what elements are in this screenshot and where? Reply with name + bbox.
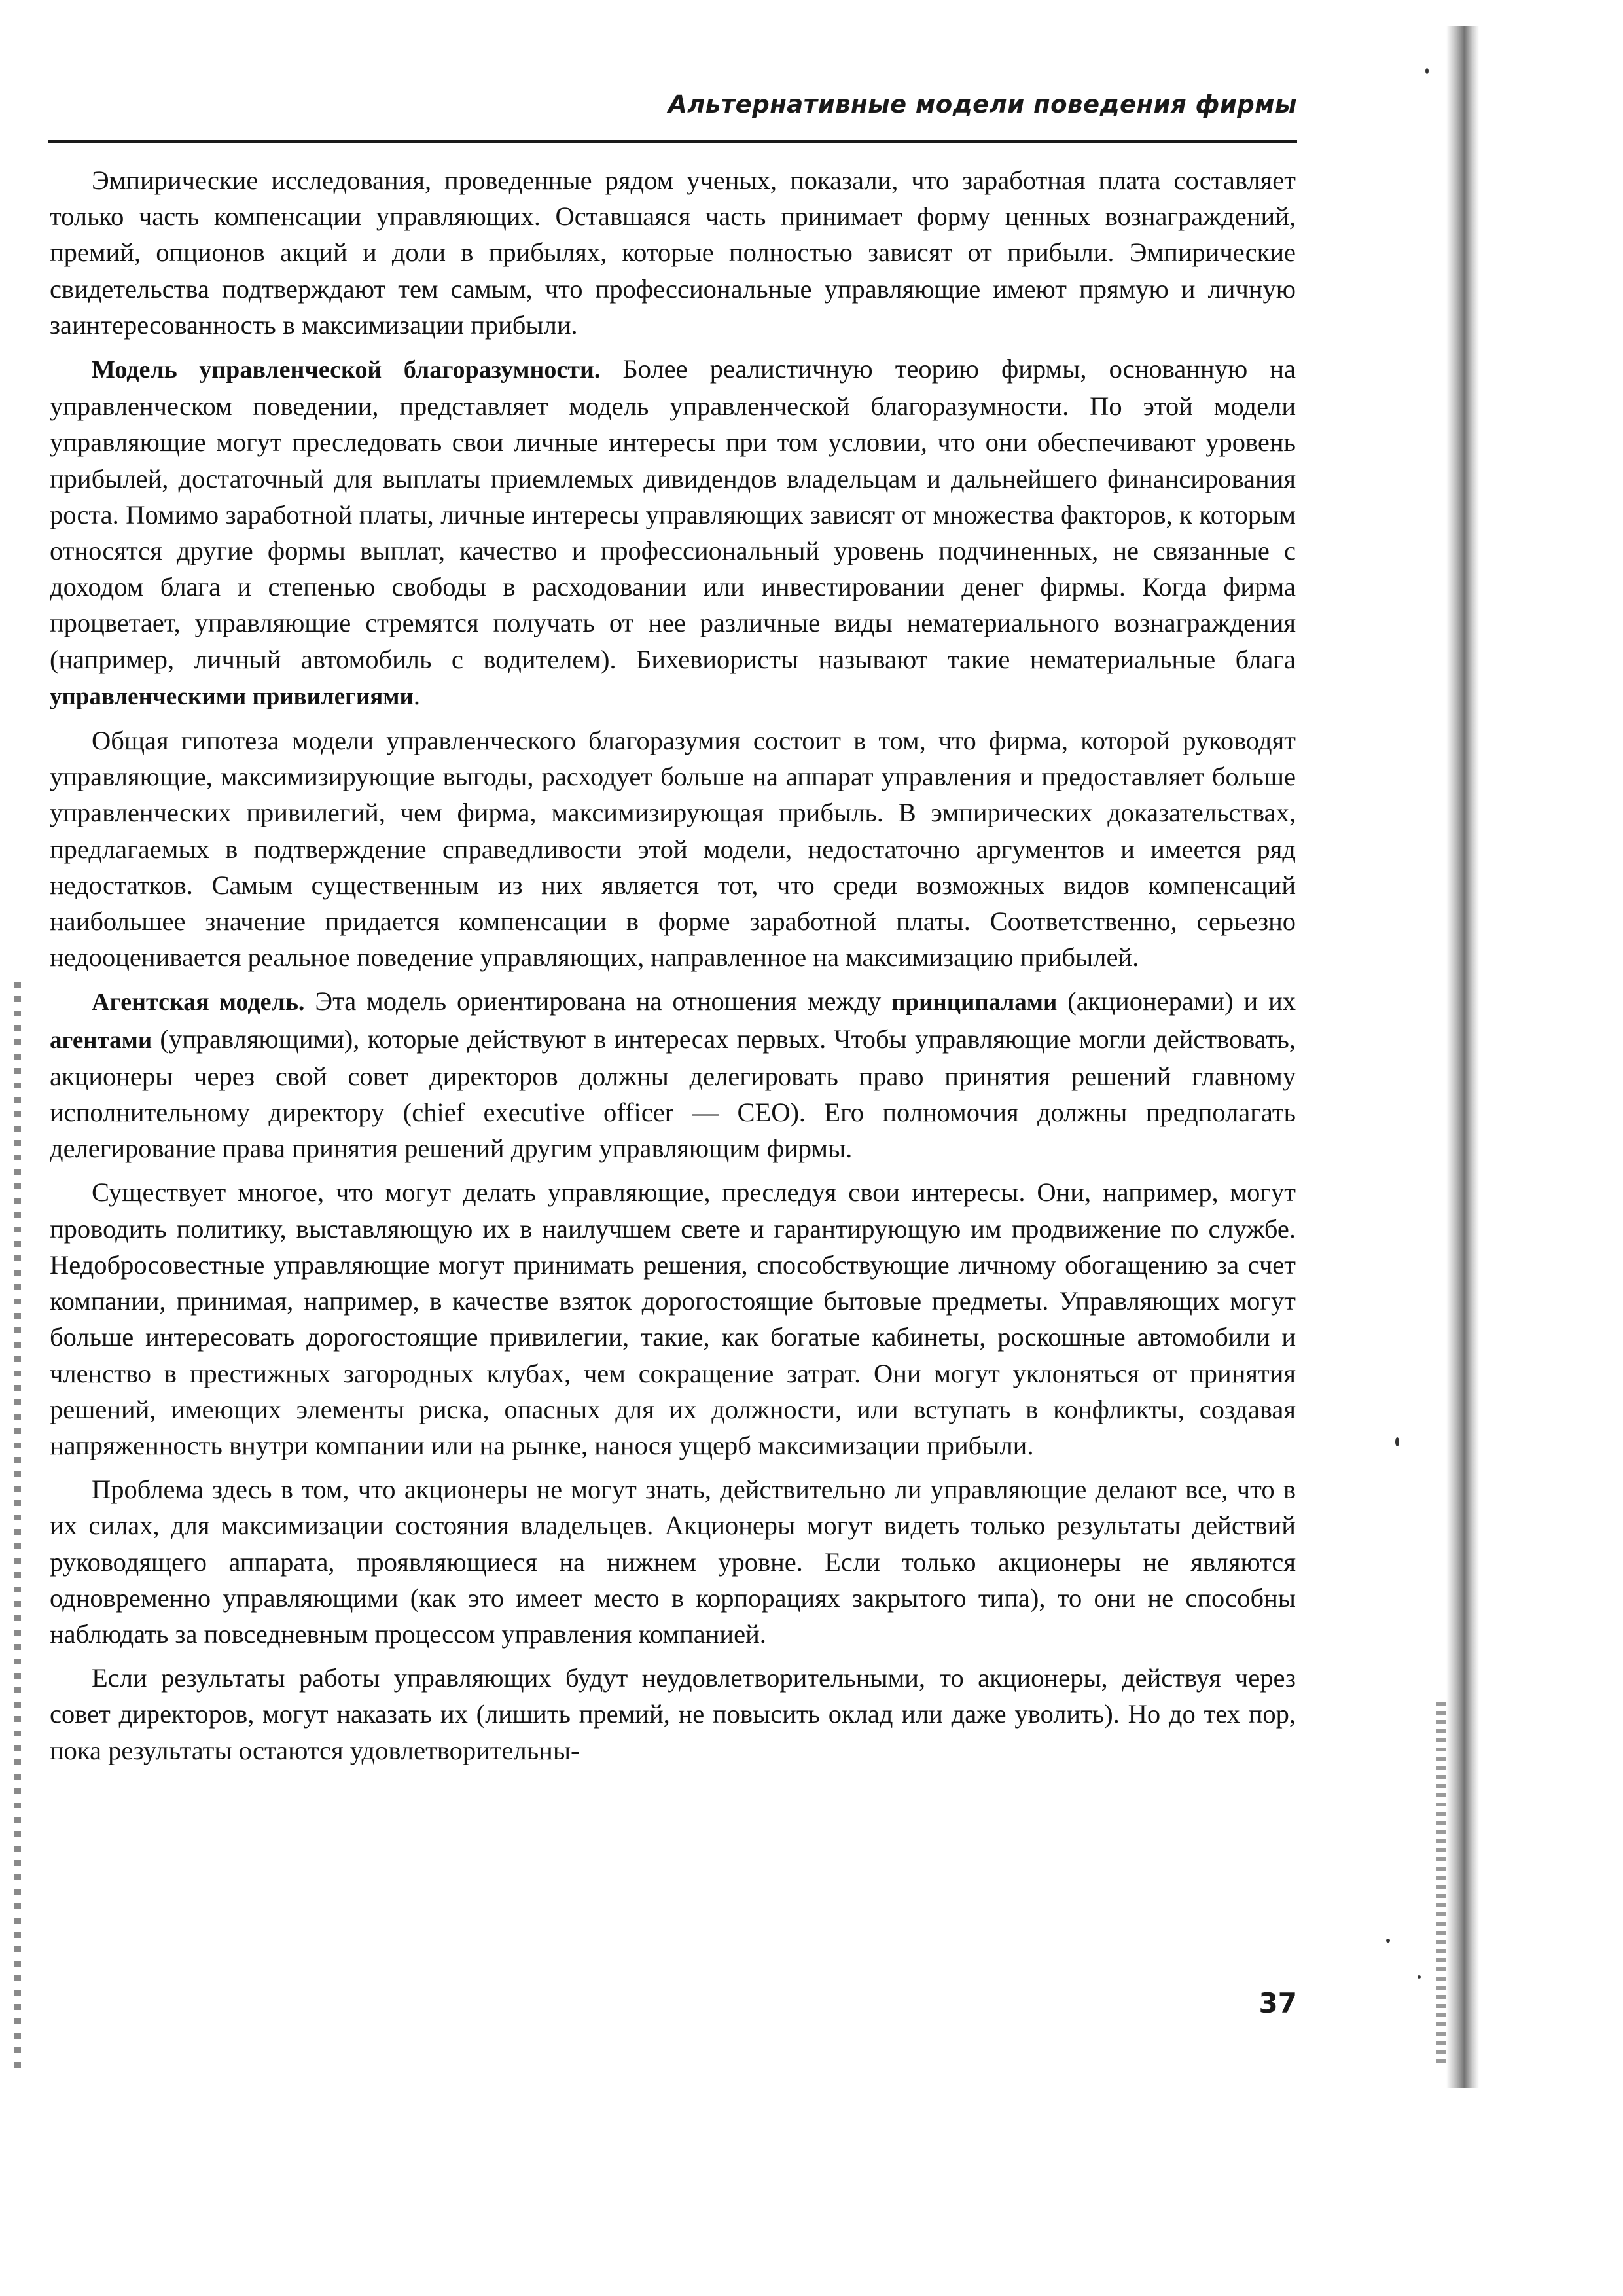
run-in-heading-agency: Агентская модель. xyxy=(92,988,305,1016)
term-agents: агентами xyxy=(50,1026,152,1054)
paragraph-text: Эта модель ориентирована на отношения между xyxy=(315,986,882,1016)
paragraph-empirical: Эмпирические исследования, проведенные рядом ученых, показали, что заработная плата составляет только часть компенсации управляющих. Оставшаяся часть принимает форму ценных вознаграждений, премий, опционов акций и доли в прибылях, которые полностью зависят от прибыли. Эмпирические свидетельства подтверждают тем самым, что профессиональные управляющие имеют прямую и личную заинтересованность в максимизации прибыли. xyxy=(50,166,1296,340)
scan-speck xyxy=(1386,1939,1390,1943)
scan-speck xyxy=(1395,1437,1399,1446)
paragraph-prudence-model xyxy=(50,351,1296,715)
paragraph-text: (управляющими), которые действуют в интересах первых. Чтобы управляющие могли действовать, акционеры через свой совет директоров должны делегировать право принятия решений главному исполнительному директору (chief executive officer — CEO). Его полномочия должны предполагать делегирование права принятия решений другим управляющим фирмы. xyxy=(50,1024,1296,1164)
paragraph-problem: Проблема здесь в том, что акционеры не могут знать, действительно ли управляющие делают все, что в их силах, для максимизации состояния владельцев. Акционеры могут видеть только результаты действий руководящего аппарата, проявляющиеся на нижнем уровне. Если только акционеры не являются одновременно управляющими (как это имеет место в корпорациях закрытого типа), то они не способны наблюдать за повседневным процессом управления компанией. xyxy=(50,1475,1296,1649)
body-text xyxy=(50,162,1296,1776)
paragraph-end: . xyxy=(413,680,420,710)
term-managerial-privileges: управленческими привилегиями xyxy=(50,683,414,710)
scan-binding-shadow xyxy=(1446,26,1479,2088)
running-head: Альтернативные модели поведения фирмы xyxy=(668,90,1297,118)
scan-left-edge-marks xyxy=(14,982,21,2068)
paragraph-hypothesis: Общая гипотеза модели управленческого благоразумия состоит в том, что фирма, которой руководят управляющие, максимизирующие выгоды, расходует больше на аппарат управления и предоставляет больше управленческих привилегий, чем фирма, максимизирующая прибыль. В эмпирических доказательствах, предлагаемых в подтверждение справедливости этой модели, недостаточно аргументов и имеется ряд недостатков. Самым существенным из них является тот, что среди возможных видов компенсаций наибольшее значение придается компенсации в форме заработной платы. Соответственно, серьезно недооценивается реальное поведение управляющих, направленное на максимизацию прибылей. xyxy=(50,726,1296,973)
header-rule xyxy=(48,140,1297,143)
term-principals: принципалами xyxy=(891,989,1058,1016)
scan-speck xyxy=(1425,68,1429,74)
paragraph-text: (акционерами) и их xyxy=(1067,986,1296,1016)
scan-edge-marks xyxy=(1436,1702,1446,2068)
run-in-heading-prudence: Модель управленческой благоразумности. xyxy=(92,356,601,384)
paragraph-agency-model xyxy=(50,983,1296,1166)
paragraph-text: Более реалистичную теорию фирмы, основанную на управленческом поведении, представляет модель управленческой благоразумности. По этой модели управляющие могут преследовать свои личные интересы при том условии, что они обеспечивают уровень прибылей, достаточный для выплаты приемлемых дивидендов владельцам и дальнейшего финансирования роста. Помимо заработной платы, личные интересы управляющих зависят от множества факторов, к которым относятся другие формы выплат, качество и профессиональный уровень подчиненных, не связанные с доходом блага и степенью свободы в расходовании или инвестировании денег фирмы. Когда фирма процветает, управляющие стремятся получать от нее различные виды нематериального вознаграждения (например, личный автомобиль с водителем). Бихевиористы называют такие нематериальные блага xyxy=(50,354,1296,674)
page-number: 37 xyxy=(1258,1987,1297,2019)
paragraph-manager-interests: Существует многое, что могут делать управляющие, преследуя свои интересы. Они, например, могут проводить политику, выставляющую их в наилучшем свете и гарантирующую им продвижение по службе. Недобросовестные управляющие могут принимать решения, способствующие личному обогащению за счет компании, принимая, например, в качестве взяток дорогостоящие бытовые предметы. Управляющих могут больше интересовать дорогостоящие привилегии, такие, как богатые кабинеты, роскошные автомобили и членство в престижных загородных клубах, чем сокращение затрат. Они могут уклоняться от принятия решений, имеющих элементы риска, опасных для их должности, или вступать в конфликты, создавая напряженность внутри компании или на рынке, нанося ущерб максимизации прибыли. xyxy=(50,1177,1296,1460)
scan-speck xyxy=(1418,1975,1421,1979)
paragraph-results: Если результаты работы управляющих будут неудовлетворительными, то акционеры, действуя через совет директоров, могут наказать их (лишить премий, не повысить оклад или даже уволить). Но до тех пор, пока результаты остаются удовлетворительны- xyxy=(50,1663,1296,1765)
